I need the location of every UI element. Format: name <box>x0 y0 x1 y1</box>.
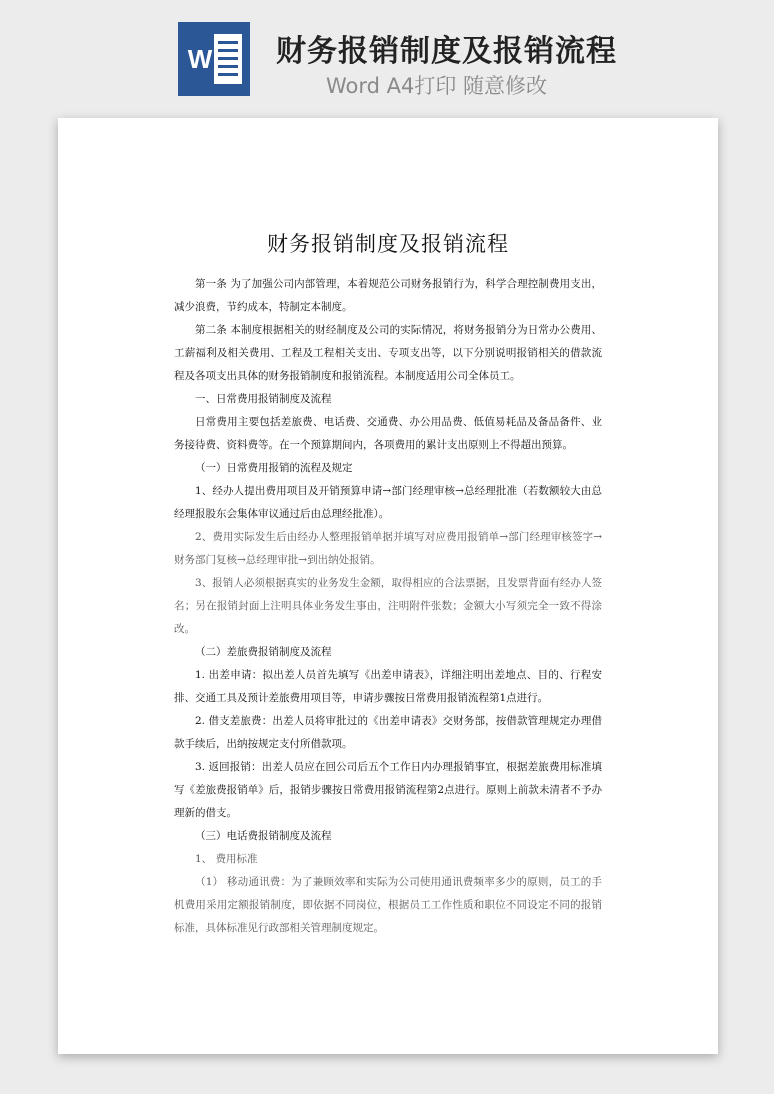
word-icon <box>178 22 250 96</box>
header <box>0 0 774 110</box>
section-heading: 一、日常费用报销制度及流程 <box>195 393 332 405</box>
document-body <box>174 273 602 940</box>
header-subtitle: Word A4打印 随意修改 <box>326 74 548 98</box>
header-title: 财务报销制度及报销流程 <box>276 34 617 69</box>
document-page <box>58 118 718 1054</box>
paragraph: 第一条 为了加强公司内部管理，本着规范公司财务报销行为，科学合理控制费用支出，减少浪费，节约成本，特制定本制度。 <box>174 278 602 313</box>
paragraph: 3. 返回报销：出差人员应在回公司后五个工作日内办理报销事宜，根据差旅费用标准填写《差旅费报销单》后，报销步骤按日常费用报销流程第2点进行。原则上前款未清者不予办理新的借支。 <box>174 761 602 819</box>
subsection-heading: （三）电话费报销制度及流程 <box>195 830 332 842</box>
paragraph: 日常费用主要包括差旅费、电话费、交通费、办公用品费、低值易耗品及备品备件、业务接待费、资料费等。在一个预算期间内，各项费用的累计支出原则上不得超出预算。 <box>174 416 602 451</box>
paragraph: 1、 费用标准 <box>195 853 258 865</box>
paragraph: 1. 出差申请：拟出差人员首先填写《出差申请表》，详细注明出差地点、目的、行程安排、交通工具及预计差旅费用项目等，申请步骤按日常费用报销流程第1点进行。 <box>174 669 602 704</box>
paragraph: 1、经办人提出费用项目及开销预算申请→部门经理审核→总经理批准（若数额较大由总经理报股东会集体审议通过后由总理经批准）。 <box>174 485 602 520</box>
paragraph: （1） 移动通讯费：为了兼顾效率和实际为公司使用通讯费频率多少的原则，员工的手机费用采用定额报销制度，即依据不同岗位，根据员工工作性质和职位不同设定不同的报销标准，具体标准见行政部相关管理制度规定。 <box>174 876 602 934</box>
paragraph: 2、费用实际发生后由经办人整理报销单据并填写对应费用报销单→部门经理审核签字→财务部门复核→总经理审批→到出纳处报销。 <box>174 531 602 566</box>
word-icon-letter: W <box>187 44 213 74</box>
paragraph: 3、报销人必须根据真实的业务发生金额，取得相应的合法票据，且发票背面有经办人签名；另在报销封面上注明具体业务发生事由，注明附件张数；金额大小写须完全一致不得涂改。 <box>174 577 602 635</box>
document-title: 财务报销制度及报销流程 <box>267 232 509 256</box>
subsection-heading: （二）差旅费报销制度及流程 <box>195 646 332 658</box>
subsection-heading: （一）日常费用报销的流程及规定 <box>195 462 353 474</box>
paragraph: 第二条 本制度根据相关的财经制度及公司的实际情况，将财务报销分为日常办公费用、工薪福利及相关费用、工程及工程相关支出、专项支出等，以下分别说明报销相关的借款流程及各项支出具体的财务报销制度和报销流程。本制度适用公司全体员工。 <box>174 324 602 382</box>
paragraph: 2. 借支差旅费：出差人员将审批过的《出差申请表》交财务部，按借款管理规定办理借款手续后，出纳按规定支付所借款项。 <box>174 715 602 750</box>
